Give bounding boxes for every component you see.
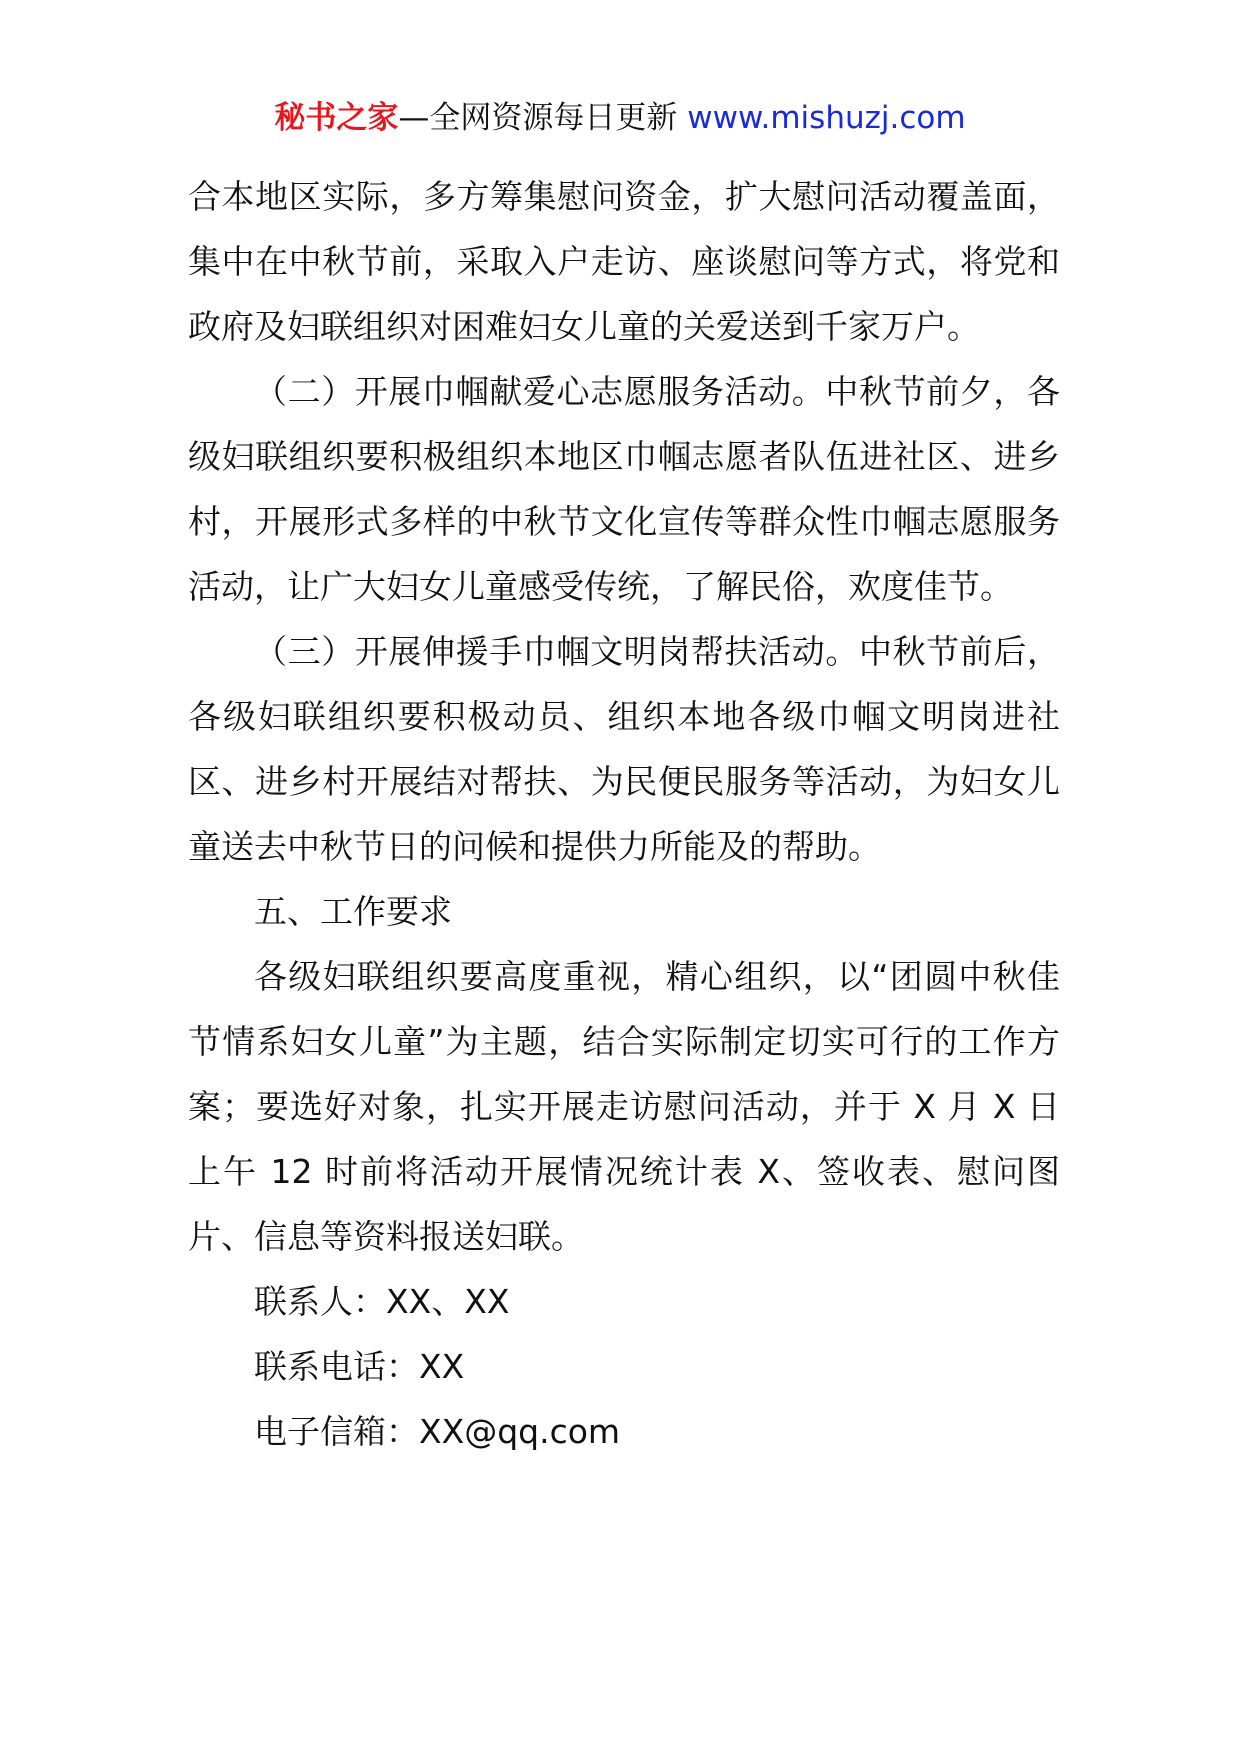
contact-email: 电子信箱：XX@qq.com — [254, 1412, 621, 1451]
site-brand: 秘书之家 — [274, 100, 399, 136]
contact-person: 联系人：XX、XX — [254, 1282, 510, 1321]
site-url-link[interactable]: www.mishuzj.com — [687, 100, 966, 136]
paragraph-continuation: 合本地区实际，多方筹集慰问资金，扩大慰问活动覆盖面，集中在中秋节前，采取入户走访、座谈慰问等方式，将党和政府及妇联组织对困难妇女儿童的关爱送到千家万户。 — [188, 177, 1060, 346]
site-tagline: —全网资源每日更新 — [398, 100, 688, 136]
document-body — [188, 164, 1060, 1464]
contact-phone: 联系电话：XX — [254, 1347, 465, 1386]
paragraph-item-2: （二）开展巾帼献爱心志愿服务活动。中秋节前夕，各级妇联组织要积极组织本地区巾帼志愿者队伍进社区、进乡村，开展形式多样的中秋节文化宣传等群众性巾帼志愿服务活动，让广大妇女儿童感受传统，了解民俗，欢度佳节。 — [188, 372, 1060, 606]
section-heading-requirements: 五、工作要求 — [254, 892, 452, 931]
paragraph-requirements: 各级妇联组织要高度重视，精心组织，以“团圆中秋佳节情系妇女儿童”为主题，结合实际制定切实可行的工作方案；要选好对象，扎实开展走访慰问活动，并于 X 月 X 日上午 12 时前将活动开展情况统计表 X、签收表、慰问图片、信息等资料报送妇联。 — [188, 957, 1060, 1256]
site-header — [0, 98, 1240, 138]
paragraph-item-3: （三）开展伸援手巾帼文明岗帮扶活动。中秋节前后，各级妇联组织要积极动员、组织本地各级巾帼文明岗进社区、进乡村开展结对帮扶、为民便民服务等活动，为妇女儿童送去中秋节日的问候和提供力所能及的帮助。 — [188, 632, 1060, 866]
